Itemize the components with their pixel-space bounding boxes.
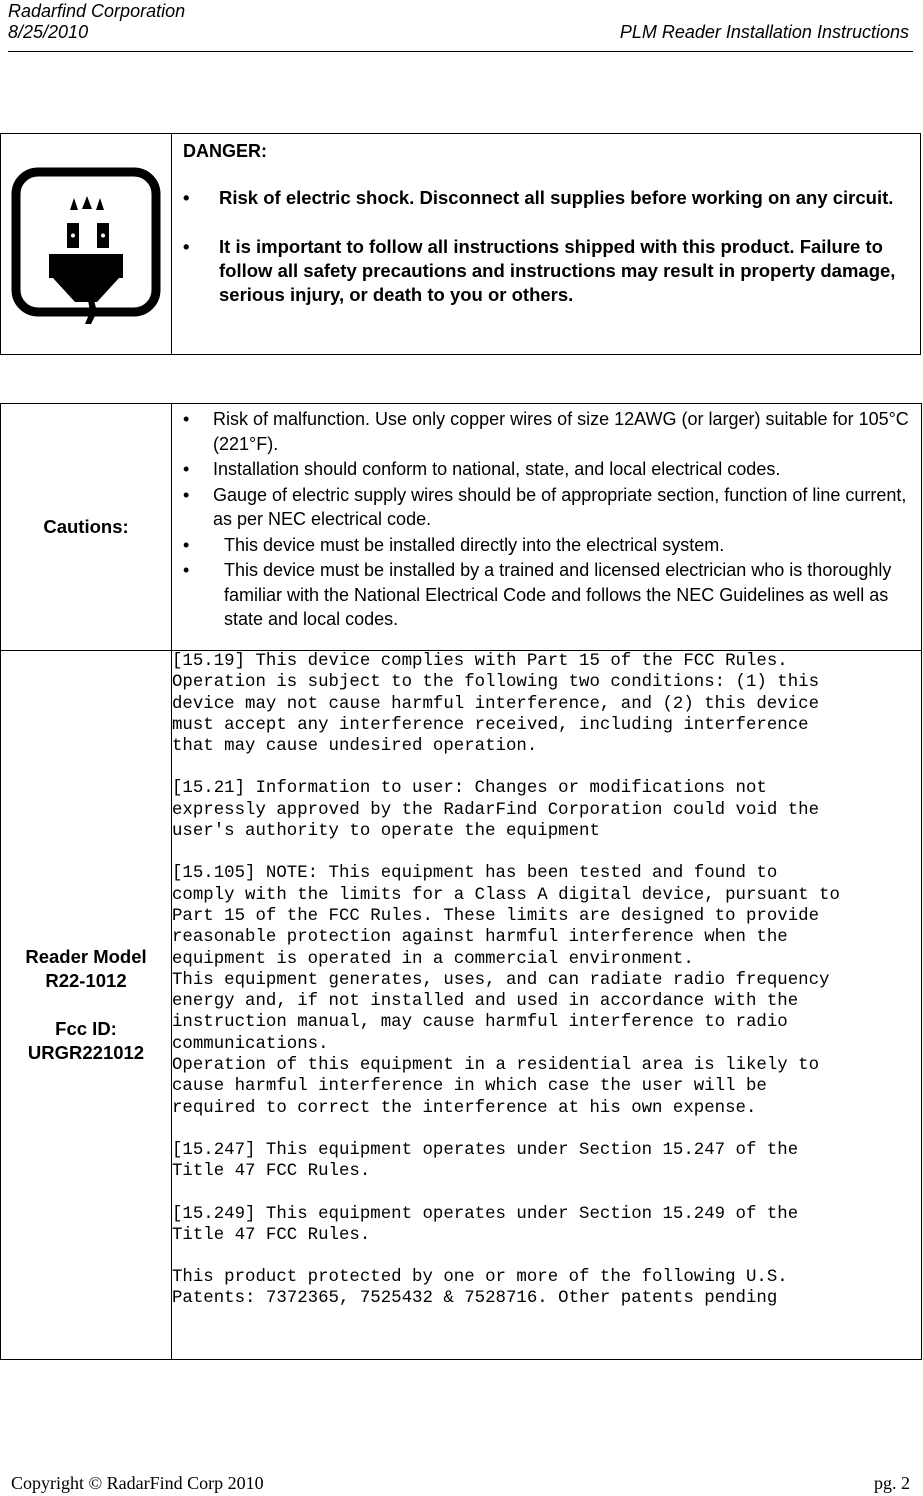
bullet: • bbox=[183, 534, 190, 555]
fcc-id-value: URGR221012 bbox=[27, 1042, 145, 1063]
fcc-15-247-statement: [15.247] This equipment operates under Section 15.247 of the Title 47 FCC Rules. bbox=[172, 1140, 799, 1182]
cautions-text-cell bbox=[172, 404, 922, 651]
danger-icon-cell bbox=[1, 134, 172, 355]
document-title: PLM Reader Installation Instructions bbox=[619, 22, 909, 42]
cautions-row bbox=[1, 404, 922, 651]
danger-item: • Risk of electric shock. Disconnect all supplies before working on any circuit. bbox=[183, 187, 894, 208]
fcc-statements-cell bbox=[172, 651, 922, 1360]
company-name: Radarfind Corporation bbox=[8, 1, 186, 21]
cautions-list bbox=[183, 407, 911, 632]
danger-item: • It is important to follow all instructions shipped with this product. Failure to follow all safety precautions and instructions may result in property damage, serious injury, or death to you or others. bbox=[183, 236, 896, 305]
danger-box bbox=[0, 133, 921, 355]
patents-statement: This product protected by one or more of the following U.S. Patents: 7372365, 7525432 & 7528716. Other patents pending bbox=[172, 1268, 788, 1309]
bullet: • bbox=[183, 459, 190, 479]
fcc-15-21-statement: [15.21] Information to user: Changes or modifications not expressly approved by the RadarFind Corporation could void the user's authority to operate the equipment bbox=[172, 779, 820, 842]
danger-text-cell bbox=[172, 134, 921, 355]
reader-info-cell bbox=[1, 651, 172, 1360]
header-divider bbox=[8, 51, 913, 52]
cautions-label: Cautions: bbox=[1, 404, 172, 651]
page-number: pg. 2 bbox=[874, 1473, 910, 1493]
caution-item: • This device must be installed directly into the electrical system. bbox=[183, 533, 911, 558]
fcc-row bbox=[1, 651, 922, 1360]
caution-item: • This device must be installed by a trained and licensed electrician who is thoroughly familiar with the National Electrical Code and follows the NEC Guidelines as well as state and local codes. bbox=[183, 560, 892, 629]
danger-list bbox=[183, 186, 910, 307]
reader-model-label: Reader Model bbox=[25, 946, 147, 967]
bullet: • bbox=[183, 560, 190, 580]
bullet: • bbox=[183, 236, 190, 257]
bullet: • bbox=[183, 187, 190, 208]
caution-item: • Installation should conform to national, state, and local electrical codes. bbox=[183, 457, 911, 482]
fcc-15-249-statement: [15.249] This equipment operates under Section 15.249 of the Title 47 FCC Rules. bbox=[172, 1204, 799, 1245]
bullet: • bbox=[183, 484, 190, 505]
fcc-15-105-statement: [15.105] NOTE: This equipment has been tested and found to comply with the limits for a Class A digital device, pursuant to Part 15 of the FCC Rules. These limits are designed to provide reasonable protection against harmful interference when the equipment is operated in a commercial environment. This equipment generates, uses, and can radiate radio frequency energy and, if not installed and used in accordance with the instruction manual, may cause harmful interference to radio communications. Operation of this equipment in a residential area is likely to cause harmful interference in which case the user will be required to correct the interference at his own expense. bbox=[172, 864, 840, 1118]
fcc-15-19-statement: [15.19] This device complies with Part 15 of the FCC Rules. Operation is subject to the following two conditions: (1) this device may not cause harmful interference, and (2) this device must accept any interference received, including interference that may cause undesired operation. bbox=[172, 652, 820, 757]
caution-item: • Gauge of electric supply wires should be of appropriate section, function of line current, as per NEC electrical code. bbox=[183, 484, 907, 529]
footer-copyright: Copyright © RadarFind Corp 2010 bbox=[11, 1473, 264, 1493]
fcc-id-label: Fcc ID: bbox=[55, 1018, 117, 1039]
reader-model-number: R22-1012 bbox=[45, 970, 127, 991]
caution-item: • Risk of malfunction. Use only copper wires of size 12AWG (or larger) suitable for 105°C (221°F). bbox=[183, 409, 909, 454]
bullet: • bbox=[183, 409, 190, 429]
danger-heading: DANGER: bbox=[183, 141, 267, 161]
electric-plug-hazard-icon bbox=[11, 164, 161, 324]
page-header bbox=[8, 0, 909, 42]
info-table bbox=[0, 403, 922, 1360]
document-date: 8/25/2010 bbox=[8, 22, 89, 42]
